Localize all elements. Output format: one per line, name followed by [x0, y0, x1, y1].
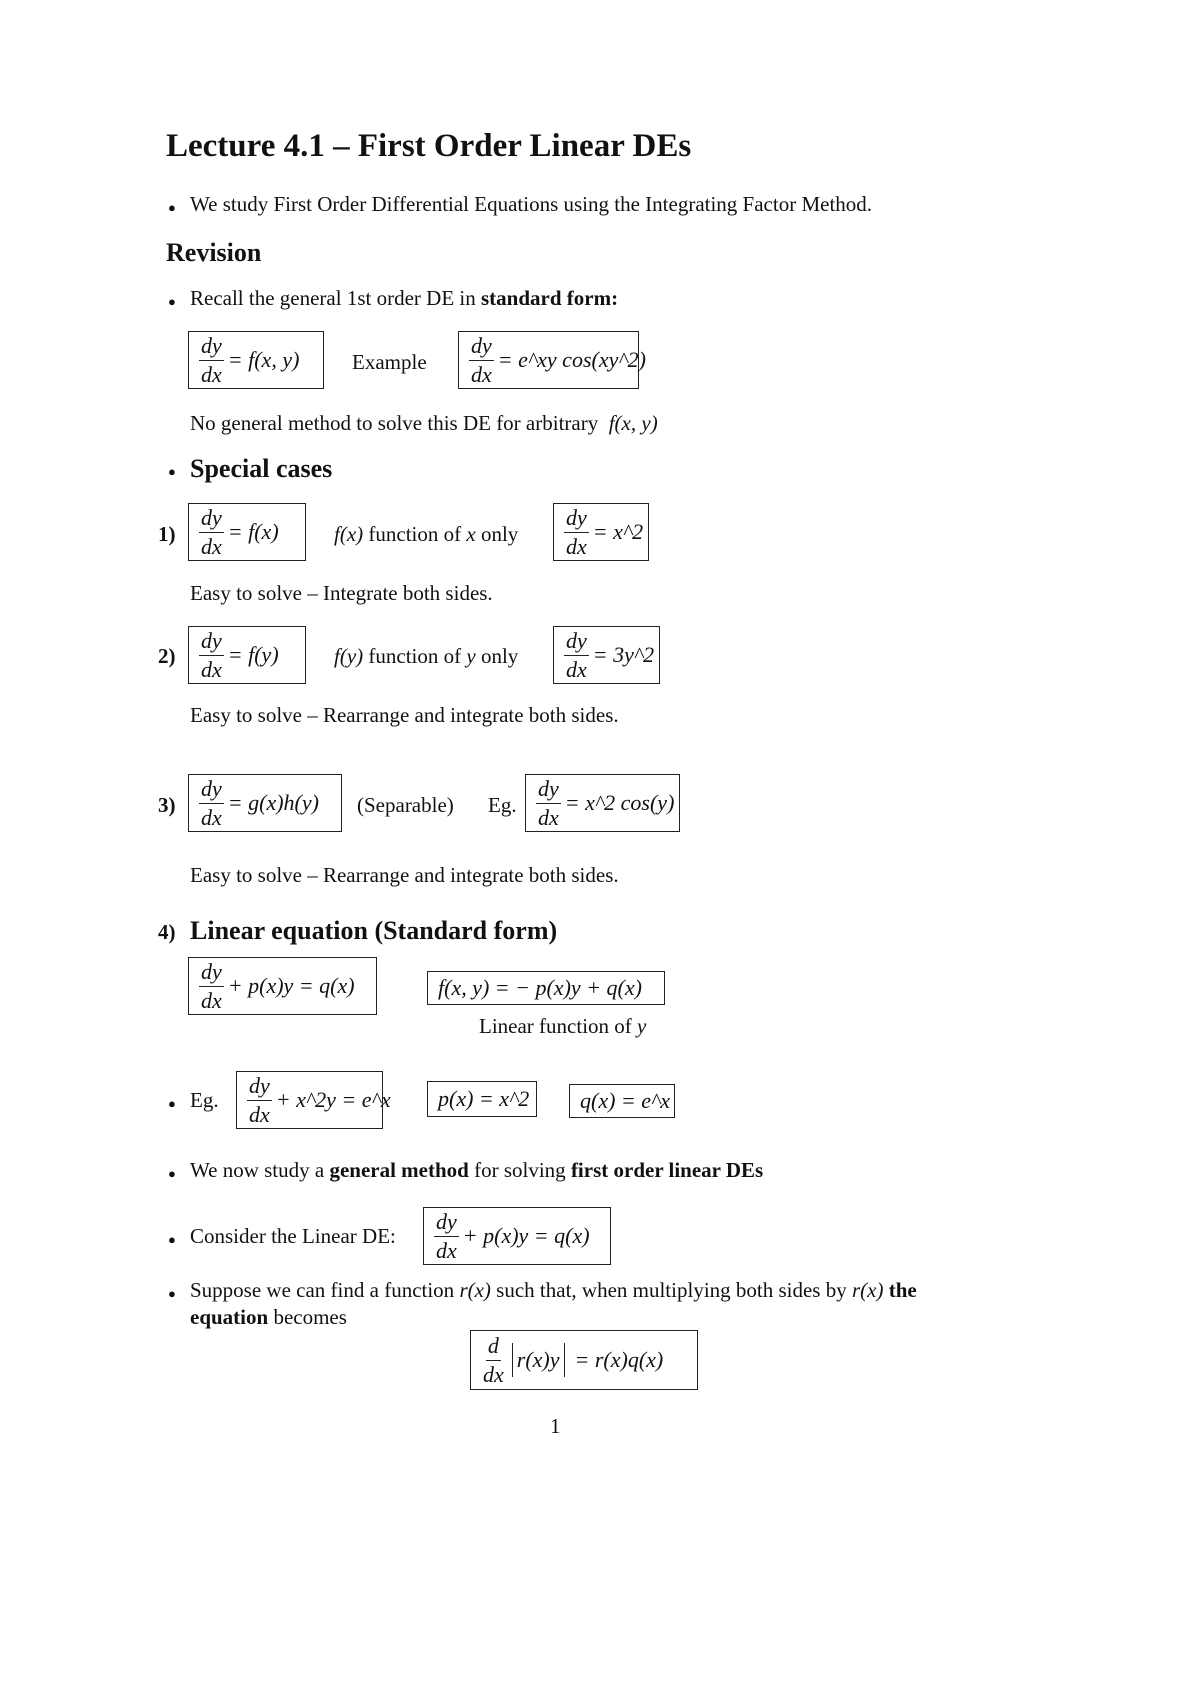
bullet-icon: ●: [168, 1096, 176, 1111]
general-de-box: $\frac{dy}{dx}$ = f(x, y): [188, 331, 324, 389]
linear-eg-label: Eg.: [190, 1088, 219, 1112]
case-2-example-box: $\frac{dy}{dx}$ = 3y^2: [553, 626, 660, 684]
revision-heading: Revision: [166, 238, 262, 267]
p-of-x-box: p(x) = x^2: [427, 1081, 537, 1117]
page-title: Lecture 4.1 – First Order Linear DEs: [166, 128, 692, 164]
case-1-note: Easy to solve – Integrate both sides.: [190, 581, 493, 605]
no-general-method-text: No general method to solve this DE for arbitrary f(x, y): [190, 411, 658, 435]
page-number: 1: [550, 1414, 561, 1438]
bullet-icon: ●: [168, 1232, 176, 1247]
case-1-description: f(x) function of x only: [334, 522, 519, 546]
case-3-number: 3): [158, 793, 176, 817]
intro-text: We study First Order Differential Equations using the Integrating Factor Method.: [190, 192, 873, 216]
case-3-note: Easy to solve – Rearrange and integrate both sides.: [190, 863, 619, 887]
case-1-example-box: $\frac{dy}{dx}$ = x^2: [553, 503, 649, 561]
recall-text: Recall the general 1st order DE in standard form:: [190, 286, 619, 310]
case-1-de-box: $\frac{dy}{dx}$ = f(x): [188, 503, 306, 561]
integrating-factor-box: $\frac{d}{dx}$ r(x)y = r(x)q(x): [470, 1330, 698, 1390]
bullet-icon: ●: [168, 1166, 176, 1181]
bullet-icon: ●: [168, 1286, 176, 1301]
example-de-box: $\frac{dy}{dx}$ = e^xy cos(xy^2): [458, 331, 639, 389]
example-label: Example: [352, 350, 427, 374]
case-2-note: Easy to solve – Rearrange and integrate both sides.: [190, 703, 619, 727]
bullet-icon: ●: [168, 464, 176, 479]
special-cases-heading: Special cases: [190, 454, 333, 483]
suppose-text-line-1: Suppose we can find a function r(x) such that, when multiplying both sides by r(x) the: [190, 1278, 917, 1302]
case-3-eg-label: Eg.: [488, 793, 517, 817]
case-1-number: 1): [158, 522, 176, 546]
linear-f-form-box: f(x, y) = − p(x)y + q(x): [427, 971, 665, 1005]
suppose-text-line-2: equation becomes: [190, 1305, 347, 1329]
case-4-number: 4): [158, 920, 176, 944]
linear-example-box: $\frac{dy}{dx}$ + x^2y = e^x: [236, 1071, 383, 1129]
consider-de-box: $\frac{dy}{dx}$ + p(x)y = q(x): [423, 1207, 611, 1265]
bullet-icon: ●: [168, 200, 176, 215]
linear-function-caption: Linear function of y: [479, 1014, 647, 1038]
linear-heading: Linear equation (Standard form): [190, 916, 558, 945]
separable-label: (Separable): [357, 793, 454, 817]
general-method-text: We now study a general method for solving first order linear DEs: [190, 1158, 764, 1182]
bullet-icon: ●: [168, 294, 176, 309]
case-2-de-box: $\frac{dy}{dx}$ = f(y): [188, 626, 306, 684]
q-of-x-box: q(x) = e^x: [569, 1084, 675, 1118]
linear-standard-form-box: $\frac{dy}{dx}$ + p(x)y = q(x): [188, 957, 377, 1015]
case-2-number: 2): [158, 644, 176, 668]
case-3-example-box: $\frac{dy}{dx}$ = x^2 cos(y): [525, 774, 680, 832]
case-2-description: f(y) function of y only: [334, 644, 519, 668]
case-3-de-box: $\frac{dy}{dx}$ = g(x)h(y): [188, 774, 342, 832]
consider-text: Consider the Linear DE:: [190, 1224, 396, 1248]
